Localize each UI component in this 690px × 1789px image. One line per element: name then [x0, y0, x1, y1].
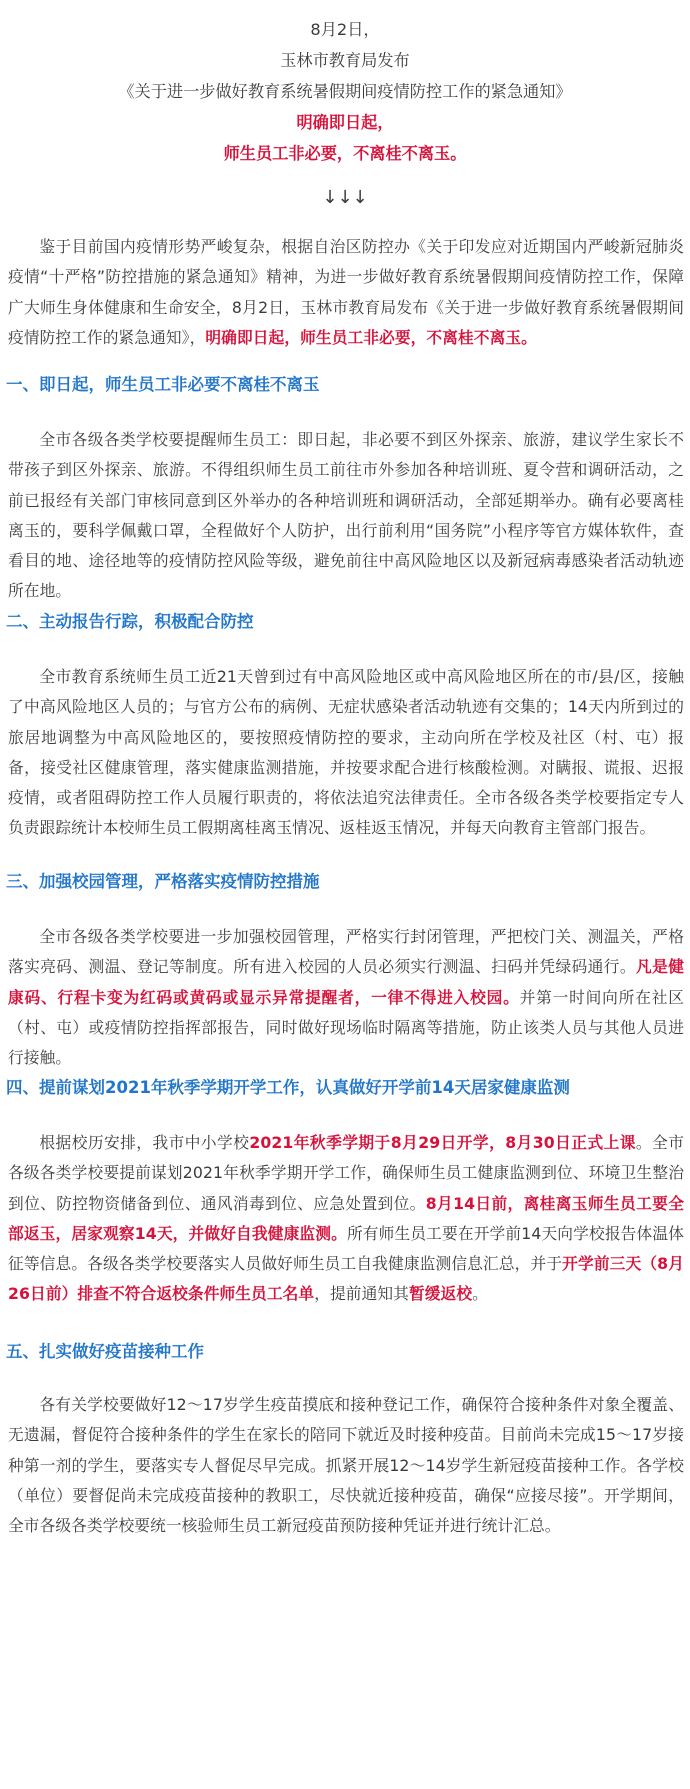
section-4-paragraph: [8, 1128, 684, 1310]
section-1-heading: 一、即日起，师生员工非必要不离桂不离玉: [6, 375, 320, 394]
down-arrows-icon: ↓↓↓: [322, 187, 368, 208]
section-4-text-2: 。全市各级各类学校要提前谋划2021年秋季学期开学工作，确保师生员工健康监测到位、环境卫生整治到位、防控物资储备到位、通风消毒到位、应急处置到位。: [8, 1133, 684, 1213]
section-5-heading: 五、扎实做好疫苗接种工作: [6, 1342, 204, 1361]
section-4-red-text-1: 2021年秋季学期于8月29日开学，8月30日正式上课: [249, 1133, 636, 1152]
section-3-heading: 三、加强校园管理，严格落实疫情防控措施: [6, 872, 320, 891]
section-4-heading: 四、提前谋划2021年秋季学期开学工作，认真做好开学前14天居家健康监测: [6, 1078, 570, 1097]
section-4-red-text-4: 暂缓返校: [408, 1284, 473, 1304]
intro-block: [0, 0, 690, 211]
intro-date: 8月2日，: [310, 20, 380, 39]
section-4-text-1: 根据校历安排，我市中小学校: [39, 1133, 250, 1152]
section-2-paragraph: 全市教育系统师生员工近21天曾到过有中高风险地区或中高风险地区所在的市/县/区，接触了中高风险地区人员的；与官方公布的病例、无症状感染者活动轨迹有交集的；14天内所到过的旅居地调整为中高风险地区的，要按照疫情防控的要求，主动向所在学校及社区（村、屯）报备，接受社区健康管理，落实健康监测措施，并按要求配合进行核酸检测。对瞒报、谎报、迟报疫情，或者阻碍防控工作人员履行职责的，将依法追究法律责任。全市各级各类学校要指定专人负责跟踪统计本校师生员工假期离桂离玉情况、返桂返玉情况，并每天向教育主管部门报告。: [8, 667, 684, 838]
section-3-red-text: 凡是健康码、行程卡变为红码或黄码或显示异常提醒者，一律不得进入校园。: [8, 957, 684, 1007]
section-2-heading: 二、主动报告行踪，积极配合防控: [6, 612, 254, 631]
section-5-paragraph: 各有关学校要做好12～17岁学生疫苗摸底和接种登记工作，确保符合接种条件对象全覆盖、无遗漏，督促符合接种条件的学生在家长的陪同下就近及时接种疫苗。目前尚未完成15～17岁接种第一剂的学生，要落实专人督促尽早完成。抓紧开展12～14岁学生新冠疫苗接种工作。各学校（单位）要督促尚未完成疫苗接种的教职工，尽快就近接种疫苗，确保“应接尽接”。开学期间，全市各级各类学校要统一核验师生员工新冠疫苗预防接种凭证并进行统计汇总。: [8, 1395, 684, 1536]
intro-notice-title: 《关于进一步做好教育系统暑假期间疫情防控工作的紧急通知》: [118, 82, 572, 101]
section-3-text-2: 并第一时间向所在社区（村、屯）或疫情防控指挥部报告，同时做好现场临时隔离等措施，防止该类人员与其他人员进行接触。: [8, 987, 684, 1068]
section-4-text-4: ，提前通知其: [314, 1284, 409, 1304]
lead-red-text: 明确即日起，师生员工非必要，不离桂不离玉。: [205, 327, 537, 347]
lead-text: 鉴于目前国内疫情形势严峻复杂，根据自治区防控办《关于印发应对近期国内严峻新冠肺炎疫情“十严格”防控措施的紧急通知》精神，为进一步做好教育系统暑假期间疫情防控工作，保障广大师生身体健康和生命安全，8月2日，玉林市教育局发布《关于进一步做好教育系统暑假期间疫情防控工作的紧急通知》，: [8, 237, 684, 347]
section-4-text-5: 。: [472, 1284, 488, 1304]
section-3-text-1: 全市各级各类学校要进一步加强校园管理，严格实行封闭管理，严把校门关、测温关，严格落实亮码、测温、登记等制度。所有进入校园的人员必须实行测温、扫码并凭绿码通行。: [8, 927, 684, 977]
section-4-red-text-2: 8月14日前，离桂离玉师生员工要全部返玉，居家观察14天，并做好自我健康监测。: [8, 1193, 684, 1243]
intro-issuer: 玉林市教育局发布: [280, 51, 410, 70]
section-4-red-text-3: 开学前三天（8月26日前）排查不符合返校条件师生员工名单: [8, 1254, 685, 1304]
lead-paragraph: [8, 232, 684, 353]
section-3-paragraph: [8, 922, 684, 1073]
intro-highlight-2: 师生员工非必要，不离桂不离玉。: [223, 144, 467, 163]
section-4-text-3: 所有师生员工要在开学前14天向学校报告体温体征等信息。各级各类学校要落实人员做好师生员工自我健康监测信息汇总，并于: [8, 1223, 685, 1274]
intro-highlight-1: 明确即日起，: [296, 113, 394, 132]
section-1-paragraph: 全市各级各类学校要提醒师生员工：即日起，非必要不到区外探亲、旅游，建议学生家长不带孩子到区外探亲、旅游。不得组织师生员工前往市外参加各种培训班、夏令营和调研活动，之前已报经有关部门审核同意到区外举办的各种培训班和调研活动，全部延期举办。确有必要离桂离玉的，要科学佩戴口罩，全程做好个人防护，出行前利用“国务院”小程序等官方媒体软件，查看目的地、途径地等的疫情防控风险等级，避免前往中高风险地区以及新冠病毒感染者活动轨迹所在地。: [8, 430, 684, 601]
